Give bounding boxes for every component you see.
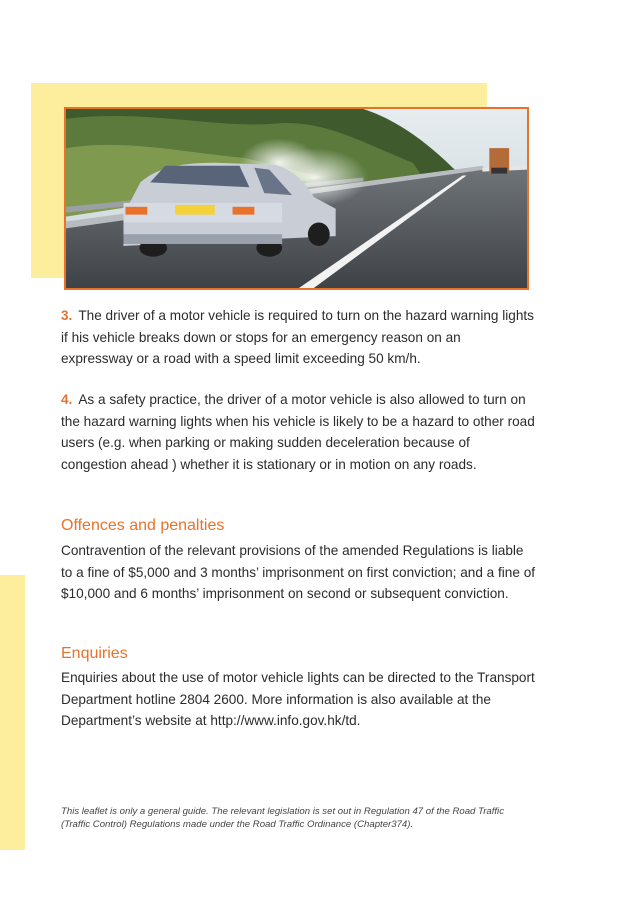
- enquiries-heading: Enquiries: [61, 645, 128, 662]
- offences-heading: Offences and penalties: [61, 517, 225, 534]
- enquiries-text: Enquiries about the use of motor vehicle lights can be directed to the Transport Department hotline 2804 2600. More information is also available at the Department’s website at http://www.info.gov.hk/td.: [61, 670, 535, 728]
- item-4-text: As a safety practice, the driver of a motor vehicle is also allowed to turn on the hazard warning lights when his vehicle is likely to be a hazard to other road users (e.g. when parking or making sudden deceleration because of congestion ahead ) whether it is stationary or in motion on any roads.: [61, 392, 535, 472]
- item-4: [61, 389, 536, 475]
- item-3: [61, 305, 536, 370]
- yellow-accent-block-left: [0, 575, 25, 850]
- item-4-number: 4.: [61, 392, 73, 407]
- item-3-text: The driver of a motor vehicle is required to turn on the hazard warning lights if his vehicle breaks down or stops for an emergency reason on an expressway or a road with a speed limit exceeding 50 km/h.: [61, 308, 534, 366]
- offences-text: Contravention of the relevant provisions of the amended Regulations is liable to a fine of $5,000 and 3 months’ imprisonment on first conviction; and a fine of $10,000 and 6 months’ imprisonment on second or subsequent conviction.: [61, 543, 536, 601]
- broken-down-car-photo: [64, 107, 529, 290]
- footnote: This leaflet is only a general guide. The relevant legislation is set out in Regulation 47 of the Road Traffic (Traffic Control) Regulations made under the Road Traffic Ordinance (Chapter374).: [61, 806, 504, 830]
- item-3-number: 3.: [61, 308, 73, 323]
